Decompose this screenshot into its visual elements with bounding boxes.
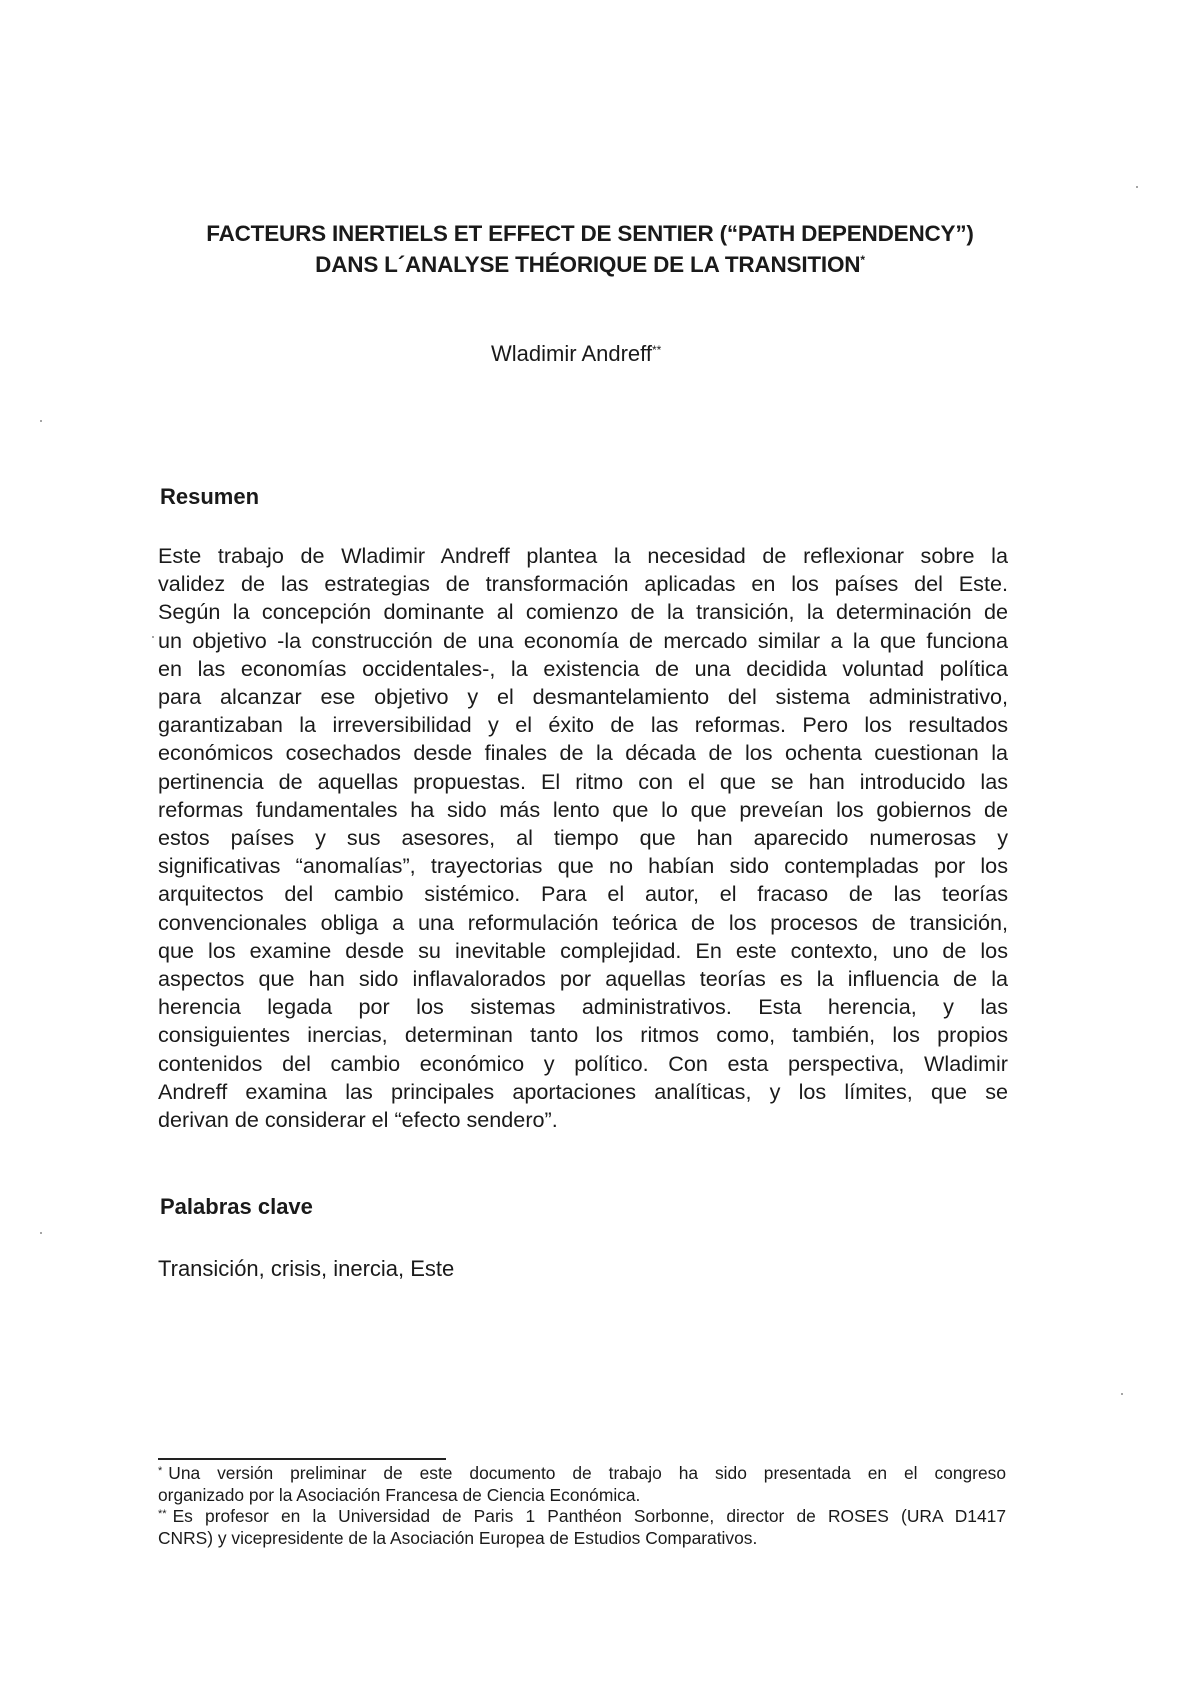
scan-speck	[40, 420, 42, 422]
abstract-line: significativas “anomalías”, trayectorias que no habían sido contempladas por los	[158, 853, 1008, 879]
keywords-heading: Palabras clave	[160, 1194, 313, 1219]
footnotes	[158, 1463, 1006, 1549]
abstract-line: económicos cosechados desde finales de la década de los ochenta cuestionan la	[158, 740, 1008, 766]
footnote-line	[158, 1463, 1006, 1485]
abstract-line: estos países y sus asesores, al tiempo que han aparecido numerosas y	[158, 825, 1008, 851]
footnote-1	[158, 1463, 1006, 1506]
abstract-line: en las economías occidentales-, la existencia de una decidida voluntad política	[158, 655, 1008, 681]
abstract-paragraph	[158, 542, 1008, 1134]
footnote-line: CNRS) y vicepresidente de la Asociación Europea de Estudios Comparativos.	[158, 1527, 758, 1548]
author-footnote-mark: **	[651, 343, 662, 357]
scan-speck	[152, 636, 154, 638]
footnote-2	[158, 1506, 1006, 1549]
abstract-line: contenidos del cambio económico y político. Con esta perspectiva, Wladimir	[158, 1050, 1008, 1076]
abstract-line: Según la concepción dominante al comienzo de la transición, la determinación de	[158, 599, 1008, 625]
title-line-2-text: DANS L´ANALYSE THÉORIQUE DE LA TRANSITION	[315, 252, 861, 277]
footnote-separator	[158, 1458, 446, 1460]
footnote-text: Una versión preliminar de este documento de trabajo ha sido presentada en el congreso	[168, 1463, 1006, 1483]
author-name	[491, 340, 661, 368]
abstract-line: herencia legada por los sistemas administrativos. Esta herencia, y las	[158, 994, 1008, 1020]
abstract-line: derivan de considerar el “efecto sendero”.	[158, 1107, 558, 1133]
abstract-line: pertinencia de aquellas propuestas. El ritmo con el que se han introducido las	[158, 768, 1008, 794]
resumen-heading: Resumen	[160, 484, 260, 509]
abstract-line: aspectos que han sido inflavalorados por aquellas teorías es la influencia de la	[158, 966, 1008, 992]
footnote-mark: **	[158, 1508, 167, 1520]
document-title	[150, 218, 1030, 280]
footnote-line	[158, 1506, 1006, 1528]
abstract-line: convencionales obliga a una reformulación teórica de los procesos de transición,	[158, 909, 1008, 935]
title-line-1: FACTEURS INERTIELS ET EFFECT DE SENTIER (“PATH DEPENDENCY”)	[206, 221, 974, 246]
abstract-line: Andreff examina las principales aportaciones analíticas, y los límites, que se	[158, 1078, 1008, 1104]
abstract-line: arquitectos del cambio sistémico. Para el autor, el fracaso de las teorías	[158, 881, 1008, 907]
scan-speck	[1121, 1393, 1123, 1395]
author-text: Wladimir Andreff	[491, 341, 652, 366]
abstract-line: validez de las estrategias de transformación aplicadas en los países del Este.	[158, 571, 1008, 597]
scan-speck	[40, 1232, 42, 1234]
keywords-list: Transición, crisis, inercia, Este	[158, 1256, 455, 1281]
abstract-line: que los examine desde su inevitable complejidad. En este contexto, uno de los	[158, 937, 1008, 963]
abstract-line: un objetivo -la construcción de una economía de mercado similar a la que funciona	[158, 627, 1008, 653]
abstract-line: reformas fundamentales ha sido más lento que lo que preveían los gobiernos de	[158, 796, 1008, 822]
scan-speck	[1136, 186, 1138, 188]
abstract-line: consiguientes inercias, determinan tanto los ritmos como, también, los propios	[158, 1022, 1008, 1048]
footnote-line: organizado por la Asociación Francesa de Ciencia Económica.	[158, 1484, 641, 1505]
title-footnote-mark: *	[860, 253, 865, 267]
abstract-line: Este trabajo de Wladimir Andreff plantea la necesidad de reflexionar sobre la	[158, 543, 1008, 568]
footnote-mark: *	[158, 1465, 163, 1477]
abstract-line: garantizaban la irreversibilidad y el éxito de las reformas. Pero los resultados	[158, 712, 1008, 738]
title-line-2	[150, 249, 1030, 280]
abstract-line: para alcanzar ese objetivo y el desmantelamiento del sistema administrativo,	[158, 684, 1008, 710]
footnote-text: Es profesor en la Universidad de Paris 1 Panthéon Sorbonne, director de ROSES (URA D1417	[172, 1506, 1006, 1526]
